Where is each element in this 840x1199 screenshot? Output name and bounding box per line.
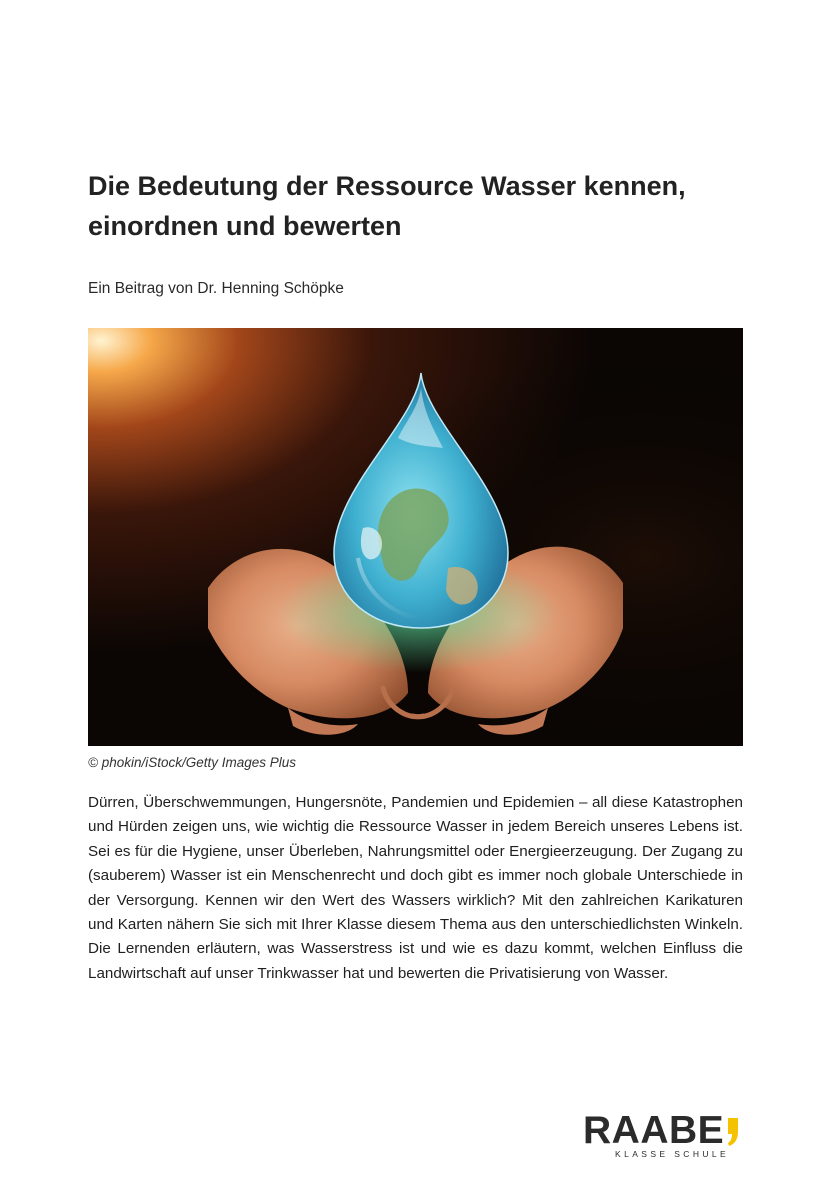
image-credit: © phokin/iStock/Getty Images Plus [88,755,297,770]
author-line: Ein Beitrag von Dr. Henning Schöpke [88,280,344,297]
yellow-comma-icon [727,1118,739,1146]
water-drop-earth-photo-icon [88,328,743,746]
raabe-logo [583,1110,748,1170]
document-title [88,166,768,246]
cover-photo [88,328,743,746]
title-line-1: Die Bedeutung der Ressource Wasser kennen, [88,171,686,201]
title-line-2: einordnen und bewerten [88,211,402,241]
logo-wordmark: RAABE [583,1109,725,1152]
logo-tagline: KLASSE SCHULE [615,1149,730,1159]
intro-paragraph: Dürren, Überschwemmungen, Hungersnöte, Pandemien und Epidemien – all diese Katastrophen und Hürden zeigen uns, wie wichtig die Ressource Wasser in jedem Bereich unseres Lebens ist. Sei es für die Hygiene, unser Überleben, Nahrungsmittel oder Energieerzeugung. Der Zugang zu (sauberem) Wasser ist ein Menschenrecht und doch gibt es immer noch globale Unterschiede in der Versorgung. Kennen wir den Wert des Wassers wirklich? Mit den zahlreichen Karikaturen und Karten nähern Sie sich mit Ihrer Klasse diesem Thema aus den unterschiedlichsten Winkeln. Die Lernenden erläutern, was Wasserstress ist und wie es dazu kommt, welchen Einfluss die Landwirtschaft auf unser Trinkwasser hat und bewerten die Privatisierung von Wasser. [88,794,743,982]
